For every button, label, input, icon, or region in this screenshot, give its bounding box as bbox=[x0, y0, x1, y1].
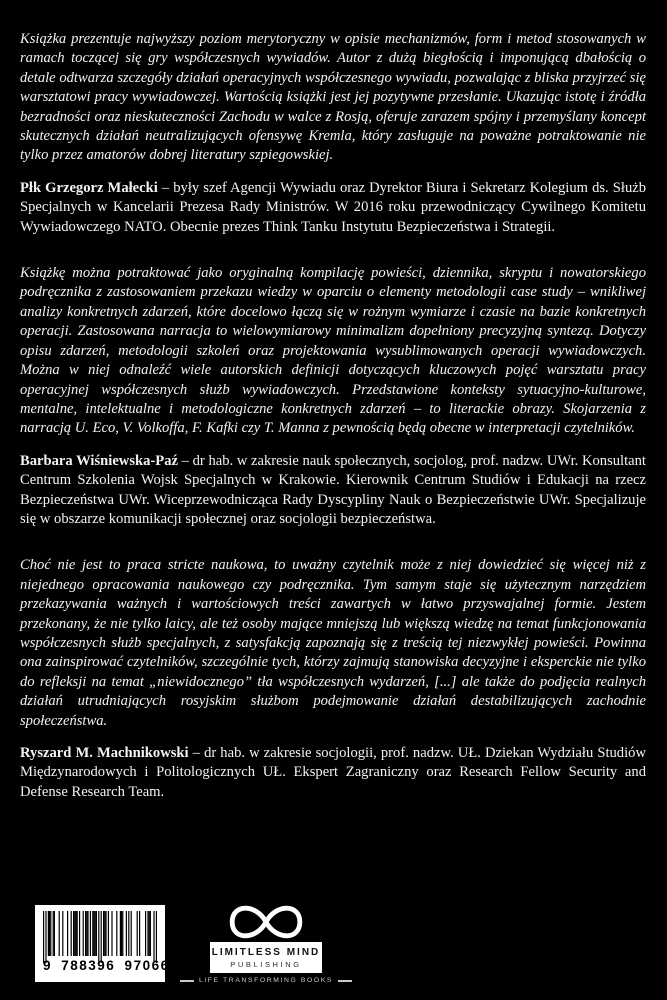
reviewer-bio-text: – były szef Agencji Wywiadu oraz Dyrektor Biura i Sekretarz Kolegium ds. Służb Specjalnych w Kancelarii Prezesa Rady Ministrów. W 2016 roku przewodniczący Cywilnego Komitetu Wywiadowczego NATO. Obecnie prezes Think Tanku Instytutu Bezpieczeństwa i Strategii. bbox=[20, 179, 647, 235]
review-quote: Książka prezentuje najwyższy poziom merytoryczny w opisie mechanizmów, form i metod stosowanych w ramach toczącej się gry współczesnych wywiadów. Autor z dużą biegłością i imponującą dbałością o detale odtwarza szczegóły działań operacyjnych współczesnego wywiadu, pozwalając z bliska przyjrzeć się warsztatowi pracy wywiadowczej. Wartością książki jest jej pozytywne przesłanie. Ukazując istotę i źródła bezradności oraz nieskuteczności Zachodu w walce z Rosją, oferuje zarazem spójny i przemyślany koncept skutecznych działań neutralizujących ofensywę Kremla, który zasługuje na poważne potraktowanie nie tylko przez amatorów dobrej literatury szpiegowskiej. bbox=[20, 31, 646, 164]
cover-footer bbox=[35, 893, 334, 984]
review-section-3 bbox=[20, 556, 646, 802]
publisher-name-box bbox=[210, 942, 322, 973]
isbn-barcode bbox=[35, 905, 179, 982]
review-section-1 bbox=[20, 30, 646, 237]
reviewer-bio bbox=[20, 179, 646, 237]
reviewer-bio-text: – dr hab. w zakresie nauk społecznych, socjolog, prof. nadzw. UWr. Konsultant Centrum Szkolenia Wojsk Specjalnych w Krakowie. Kierownik Centrum Studiów i Edukacji na rzecz Bezpieczeństwa UWr. Wiceprzewodnicząca Rady Dyscypliny Nauk o Bezpieczeństwie UWr. Specjalizuje się w obszarze komunikacji społecznej oraz socjologii bezpieczeństwa. bbox=[20, 452, 646, 527]
reviewer-name: Ryszard M. Machnikowski bbox=[20, 745, 189, 761]
publisher-tagline bbox=[180, 977, 352, 984]
reviewer-bio bbox=[20, 744, 646, 802]
review-quote: Choć nie jest to praca stricte naukowa, to uważny czytelnik może z niej dowiedzieć się więcej niż z niejednego opracowania naukowego czy podręcznika. Tym samym staje się użytecznym narzędziem przekazywania ważnych i wartościowych treści zawartych w łatwo przyswajalnej formie. Jestem przekonany, że nie tylko laicy, ale też osoby mające mniejszą lub większą wiedzę na temat funkcjonowania współczesnych służb specjalnych, z satysfakcją zapoznają się z treścią tej niezwykłej powieści. Powinna ona zainspirować czytelników, szczególnie tych, którzy zajmują stanowiska decyzyjne i eksperckie nie tylko do refleksji na temat „niewidocznego” tła współczesnych wydarzeń, [...] ale także do podjęcia realnych działań utrudniających rosyjskim służbom podejmowanie działań destabilizujących zachodnie społeczeństwa. bbox=[20, 557, 646, 729]
review-quote: Książkę można potraktować jako oryginalną kompilację powieści, dziennika, skryptu i nowatorskiego podręcznika z zastosowaniem przekazu wiedzy w oparciu o elementy metodologii case study – wnikliwej analizy konkretnych zdarzeń, które docelowo łączą się w rożnym wymiarze i czasie na bazie konkretnych operacji. Zastosowana narracja to wielowymiarowy minimalizm dopełniony precyzyjną syntezą. Dotyczy opisu zdarzeń, metodologii szkoleń oraz projektowania wysublimowanych operacji wywiadowczych. Można w niej odnaleźć wiele autorskich definicji dotyczących kluczowych pojęć warsztatu pracy operacyjnej współczesnych służb wywiadowczych. Przedstawione konteksty sytuacyjno-kulturowe, mentalne, intelektualne i metodologiczne konkretnych zdarzeń – to literackie obrazy. Skojarzenia z narracją U. Eco, V. Volkoffa, F. Kafki czy T. Manna z pewnością będą obecne w interpretacji czytelników. bbox=[20, 265, 646, 437]
tagline-rule-right bbox=[338, 980, 352, 982]
reviewer-name: Płk Grzegorz Małecki bbox=[20, 179, 158, 196]
reviewer-name: Barbara Wiśniewska-Paź bbox=[20, 452, 178, 469]
reviewer-bio bbox=[20, 452, 646, 530]
publisher-name: LIMITLESS MIND bbox=[211, 947, 321, 958]
review-section-2 bbox=[20, 264, 646, 529]
reviewer-bio-text: – dr hab. w zakresie socjologii, prof. nadzw. UŁ. Dziekan Wydziału Studiów Międzynarodowych i Politologicznych UŁ. Ekspert Zagraniczny oraz Research Fellow Security and Defense Research Team. bbox=[20, 745, 646, 800]
isbn-number: 9 788396 970664 bbox=[43, 958, 179, 973]
publisher-logo bbox=[198, 893, 334, 984]
tagline-rule-left bbox=[180, 980, 194, 982]
barcode-bars-icon bbox=[43, 911, 157, 963]
tagline-text: LIFE TRANSFORMING BOOKS bbox=[198, 977, 334, 984]
publisher-type: PUBLISHING bbox=[230, 960, 302, 969]
